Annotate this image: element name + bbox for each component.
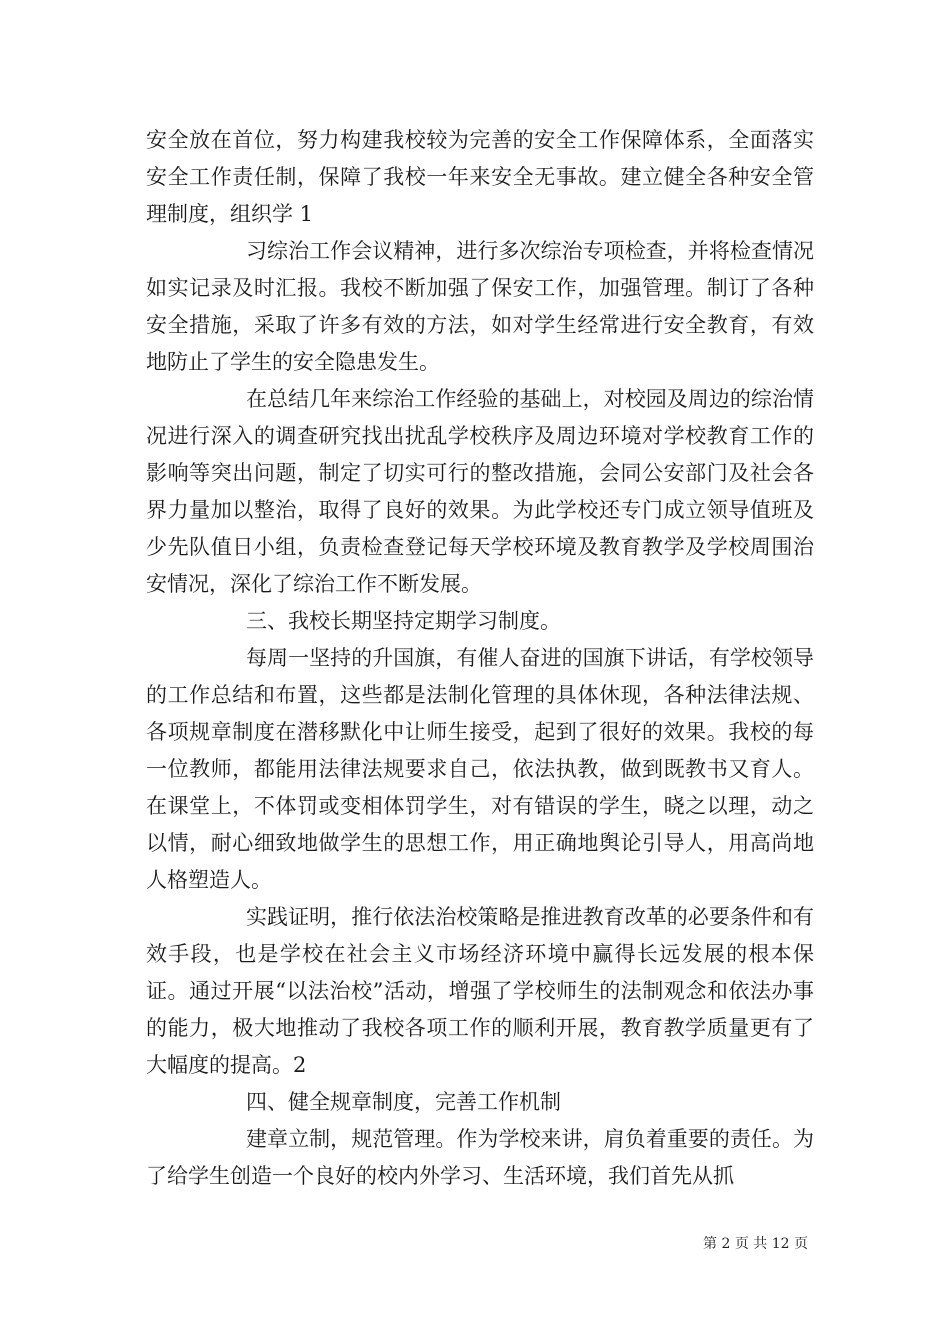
page-number-footer: 第 2 页 共 12 页 xyxy=(703,1236,808,1252)
section-heading-3: 三、我校长期坚持定期学习制度。 xyxy=(246,609,561,633)
paragraph-3: 在总结几年来综治工作经验的基础上，对校园及周边的综治情况进行深入的调查研究找出扰乱学校秩序及周边环境对学校教育工作的影响等突出问题，制定了切实可行的整改措施，会同公安部门及社会各界力量加以整治，取得了良好的效果。为此学校还专门成立领导值班及少先队值日小组，负责检查登记每天学校环境及教育教学及学校周围治安情况，深化了综治工作不断发展。 xyxy=(146,387,814,596)
section-heading-4: 四、健全规章制度，完善工作机制 xyxy=(246,1090,561,1114)
document-body xyxy=(146,122,814,1195)
paragraph-4: 每周一坚持的升国旗，有催人奋进的国旗下讲话，有学校领导的工作总结和布置，这些都是法制化管理的具体休现，各种法律法规、各项规章制度在潜移默化中让师生接受，起到了很好的效果。我校的每一位教师，都能用法律法规要求自己，依法执教，做到既教书又育人。在课堂上，不体罚或变相体罚学生，对有错误的学生，晓之以理，动之以情，耐心细致地做学生的思想工作，用正确地舆论引导人，用高尚地人格塑造人。 xyxy=(146,646,814,892)
paragraph-1: 安全放在首位，努力构建我校较为完善的安全工作保障体系，全面落实安全工作责任制，保障了我校一年来安全无事故。建立健全各种安全管理制度，组织学 1 xyxy=(146,128,814,226)
paragraph-5: 实践证明，推行依法治校策略是推进教育改革的必要条件和有效手段，也是学校在社会主义市场经济环境中赢得长远发展的根本保证。通过开展“以法治校”活动，增强了学校师生的法制观念和依法办事的能力，极大地推动了我校各项工作的顺利开展，教育教学质量更有了大幅度的提高。2 xyxy=(146,905,814,1077)
paragraph-6: 建章立制，规范管理。作为学校来讲，肩负着重要的责任。为了给学生创造一个良好的校内外学习、生活环境，我们首先从抓 xyxy=(146,1127,814,1188)
paragraph-2: 习综治工作会议精神，进行多次综治专项检查，并将检查情况如实记录及时汇报。我校不断加强了保安工作，加强管理。制订了各种安全措施，采取了许多有效的方法，如对学生经常进行安全教育，有效地防止了学生的安全隐患发生。 xyxy=(146,239,814,374)
